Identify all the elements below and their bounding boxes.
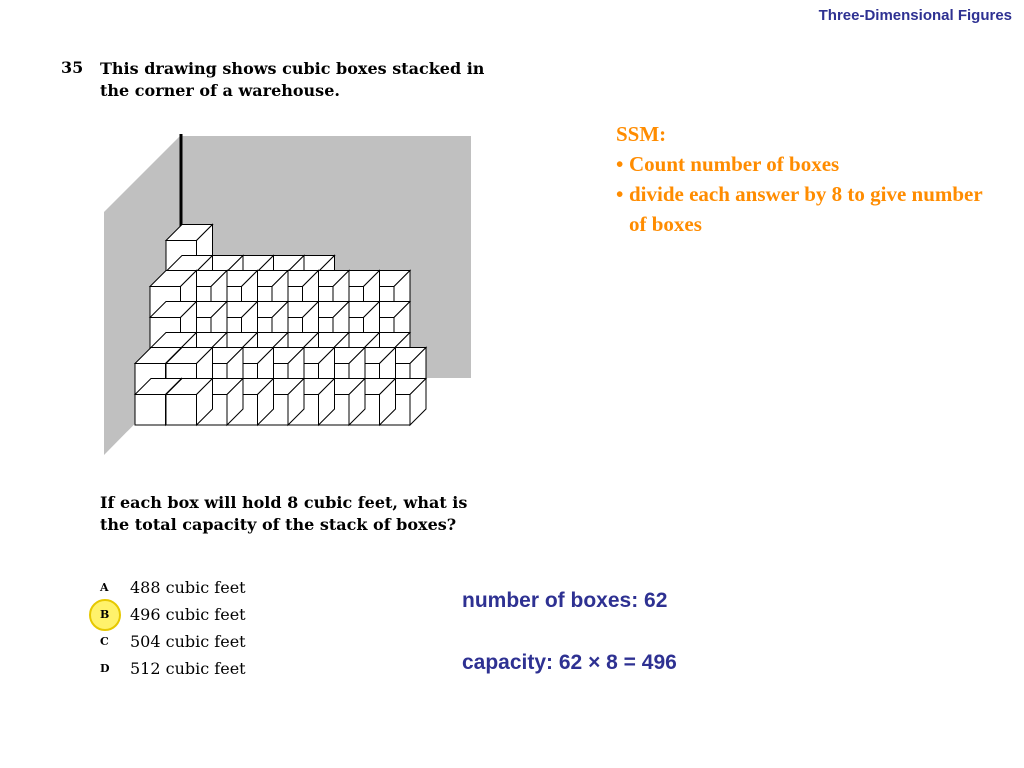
choice-c[interactable]	[100, 628, 246, 655]
choice-a-text: 488 cubic feet	[130, 578, 246, 597]
choice-a[interactable]	[100, 574, 246, 601]
choice-a-letter: A	[100, 581, 109, 594]
bullet-icon: •	[616, 182, 624, 206]
choice-b-text: 496 cubic feet	[130, 605, 246, 624]
ssm-item-text: divide each answer by 8 to give number of boxes	[629, 182, 983, 236]
question-intro: This drawing shows cubic boxes stacked in the corner of a warehouse.	[100, 59, 485, 100]
choice-b-letter: B	[100, 608, 110, 621]
choice-d-text: 512 cubic feet	[130, 659, 246, 678]
choice-d[interactable]	[100, 655, 246, 682]
choice-c-text: 504 cubic feet	[130, 632, 246, 651]
ssm-notes	[616, 119, 996, 239]
ssm-item	[616, 149, 996, 179]
choice-d-letter: D	[100, 662, 110, 675]
choice-c-letter: C	[100, 635, 109, 648]
capacity-line: capacity: 62 × 8 = 496	[462, 651, 677, 674]
question-prompt: If each box will hold 8 cubic feet, what is the total capacity of the stack of boxes?	[100, 493, 468, 534]
choice-b[interactable]	[100, 601, 246, 628]
ssm-heading: SSM:	[616, 122, 667, 146]
question-number: 35	[61, 58, 84, 77]
answer-choices	[100, 574, 246, 682]
bullet-icon: •	[616, 152, 624, 176]
cube-front-face	[166, 395, 197, 426]
cube-front-face	[135, 395, 166, 426]
ssm-item	[616, 179, 996, 239]
ssm-list	[616, 149, 996, 239]
ssm-item-text: Count number of boxes	[629, 152, 840, 176]
cubic-boxes-figure	[96, 126, 476, 466]
number-of-boxes-line: number of boxes: 62	[462, 589, 668, 612]
slide-title: Three-Dimensional Figures	[818, 7, 1012, 24]
